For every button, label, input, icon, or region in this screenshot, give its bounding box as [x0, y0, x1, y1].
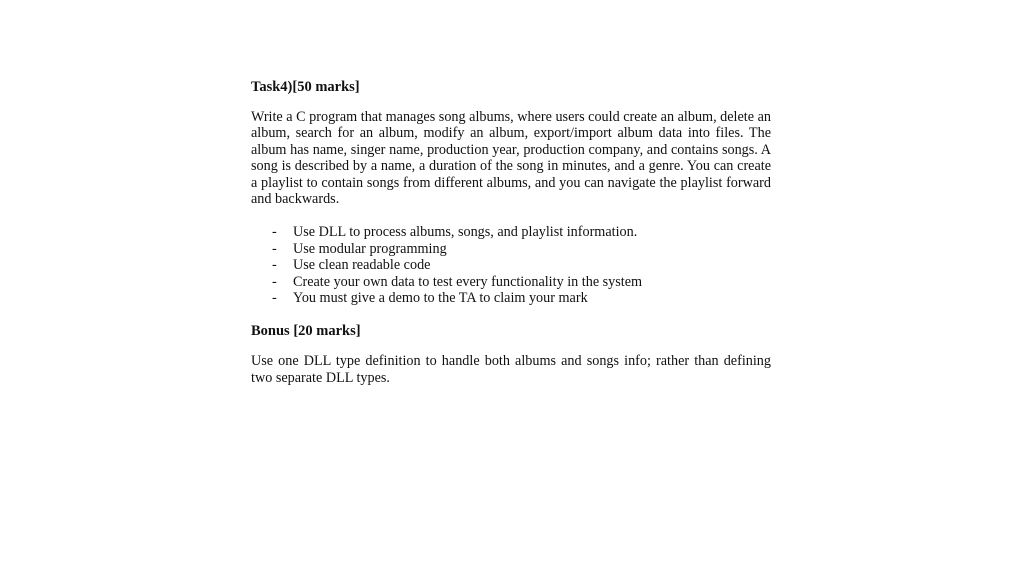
- list-bullet: -: [272, 224, 277, 241]
- document-page: [251, 78, 771, 386]
- list-item-text: You must give a demo to the TA to claim your mark: [293, 290, 588, 307]
- list-item: [251, 224, 771, 240]
- requirements-list: [251, 224, 771, 306]
- list-bullet: -: [272, 257, 277, 274]
- list-item-text: Create your own data to test every functionality in the system: [293, 273, 643, 290]
- list-item: [251, 257, 771, 273]
- list-item: [251, 274, 771, 290]
- bonus-heading: Bonus [20 marks]: [251, 323, 361, 340]
- list-item-text: Use clean readable code: [293, 257, 431, 274]
- task-heading: Task4)[50 marks]: [251, 79, 360, 95]
- list-item: [251, 290, 771, 306]
- list-item: [251, 241, 771, 257]
- list-item-text: Use modular programming: [293, 240, 447, 257]
- bonus-description: Use one DLL type definition to handle both albums and songs info; rather than defining two separate DLL types.: [251, 353, 771, 386]
- task-description: Write a C program that manages song albums, where users could create an album, delete an album, search for an album, modify an album, export/import album data into files. The album has name, singer name, production year, production company, and contains songs. A song is described by a name, a duration of the song in minutes, and a genre. You can create a playlist to contain songs from different albums, and you can navigate the playlist forward and backwards.: [251, 109, 771, 208]
- list-bullet: -: [272, 273, 277, 290]
- list-bullet: -: [272, 240, 277, 257]
- list-bullet: -: [272, 290, 277, 307]
- list-item-text: Use DLL to process albums, songs, and playlist information.: [293, 224, 638, 241]
